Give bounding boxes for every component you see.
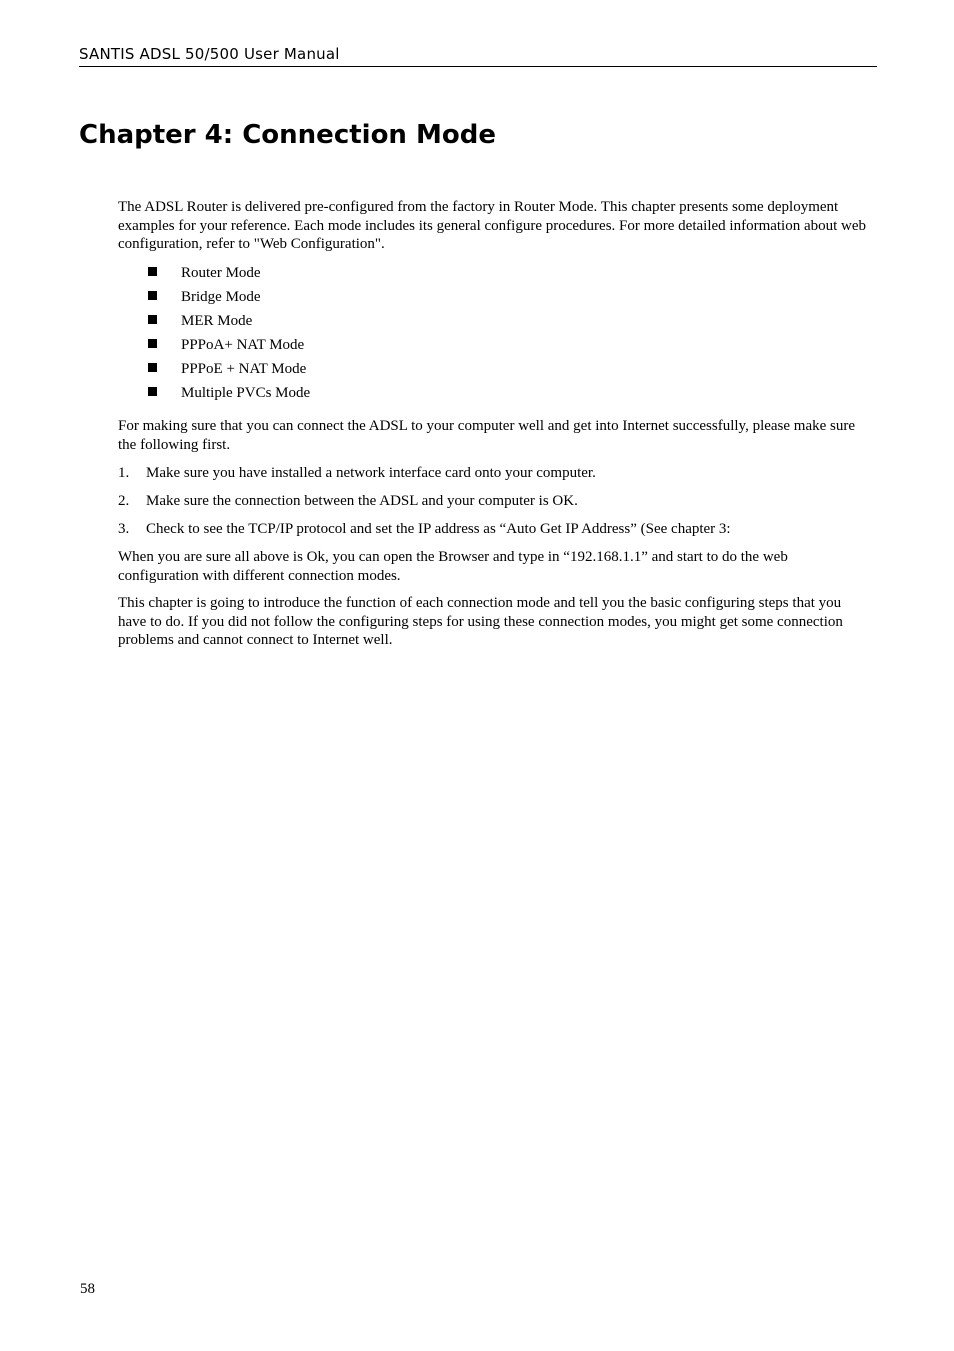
mode-list-item bbox=[148, 263, 261, 283]
step-number: 2. bbox=[118, 493, 130, 509]
step-text: Make sure you have installed a network interface card onto your computer. bbox=[146, 465, 596, 481]
running-header bbox=[79, 44, 877, 67]
square-bullet-icon bbox=[148, 291, 157, 300]
mode-list-item bbox=[148, 335, 304, 355]
mode-list-item bbox=[148, 311, 252, 331]
step-text: Make sure the connection between the ADSL and your computer is OK. bbox=[146, 493, 578, 509]
prerequisite-paragraph: For making sure that you can connect the ADSL to your computer well and get into Internet successfully, please make sure the following first. bbox=[118, 418, 856, 453]
mode-label: Multiple PVCs Mode bbox=[181, 385, 311, 401]
chapter-title: Chapter 4: Connection Mode bbox=[79, 120, 496, 150]
manual-title: SANTIS ADSL 50/500 User Manual bbox=[79, 45, 340, 63]
square-bullet-icon bbox=[148, 267, 157, 276]
mode-label: Bridge Mode bbox=[181, 289, 261, 305]
page-number: 58 bbox=[80, 1281, 95, 1297]
mode-label: MER Mode bbox=[181, 313, 253, 329]
mode-label: Router Mode bbox=[181, 265, 261, 281]
step-item bbox=[118, 463, 596, 483]
step-item bbox=[118, 519, 731, 539]
mode-list-item bbox=[148, 359, 306, 379]
step-number: 1. bbox=[118, 465, 130, 481]
mode-list-item bbox=[148, 383, 310, 403]
step-item bbox=[118, 491, 578, 511]
step-number: 3. bbox=[118, 521, 130, 537]
square-bullet-icon bbox=[148, 363, 157, 372]
web-config-paragraph: When you are sure all above is Ok, you can open the Browser and type in “192.168.1.1” and start to do the web configuration with different connection modes. bbox=[118, 549, 788, 584]
mode-label: PPPoA+ NAT Mode bbox=[181, 337, 305, 353]
step-text: Check to see the TCP/IP protocol and set the IP address as “Auto Get IP Address” (See chapter 3: bbox=[146, 521, 731, 537]
square-bullet-icon bbox=[148, 387, 157, 396]
square-bullet-icon bbox=[148, 339, 157, 348]
intro-paragraph: The ADSL Router is delivered pre-configured from the factory in Router Mode. This chapter presents some deployment examples for your reference. Each mode includes its general configure procedures. For more detailed information about web configuration, refer to "Web Configuration". bbox=[118, 199, 867, 252]
square-bullet-icon bbox=[148, 315, 157, 324]
chapter-overview-paragraph: This chapter is going to introduce the function of each connection mode and tell you the basic configuring steps that you have to do. If you did not follow the configuring steps for using these connection modes, you might get some connection problems and cannot connect to Internet well. bbox=[118, 595, 843, 648]
mode-list-item bbox=[148, 287, 261, 307]
mode-label: PPPoE + NAT Mode bbox=[181, 361, 307, 377]
